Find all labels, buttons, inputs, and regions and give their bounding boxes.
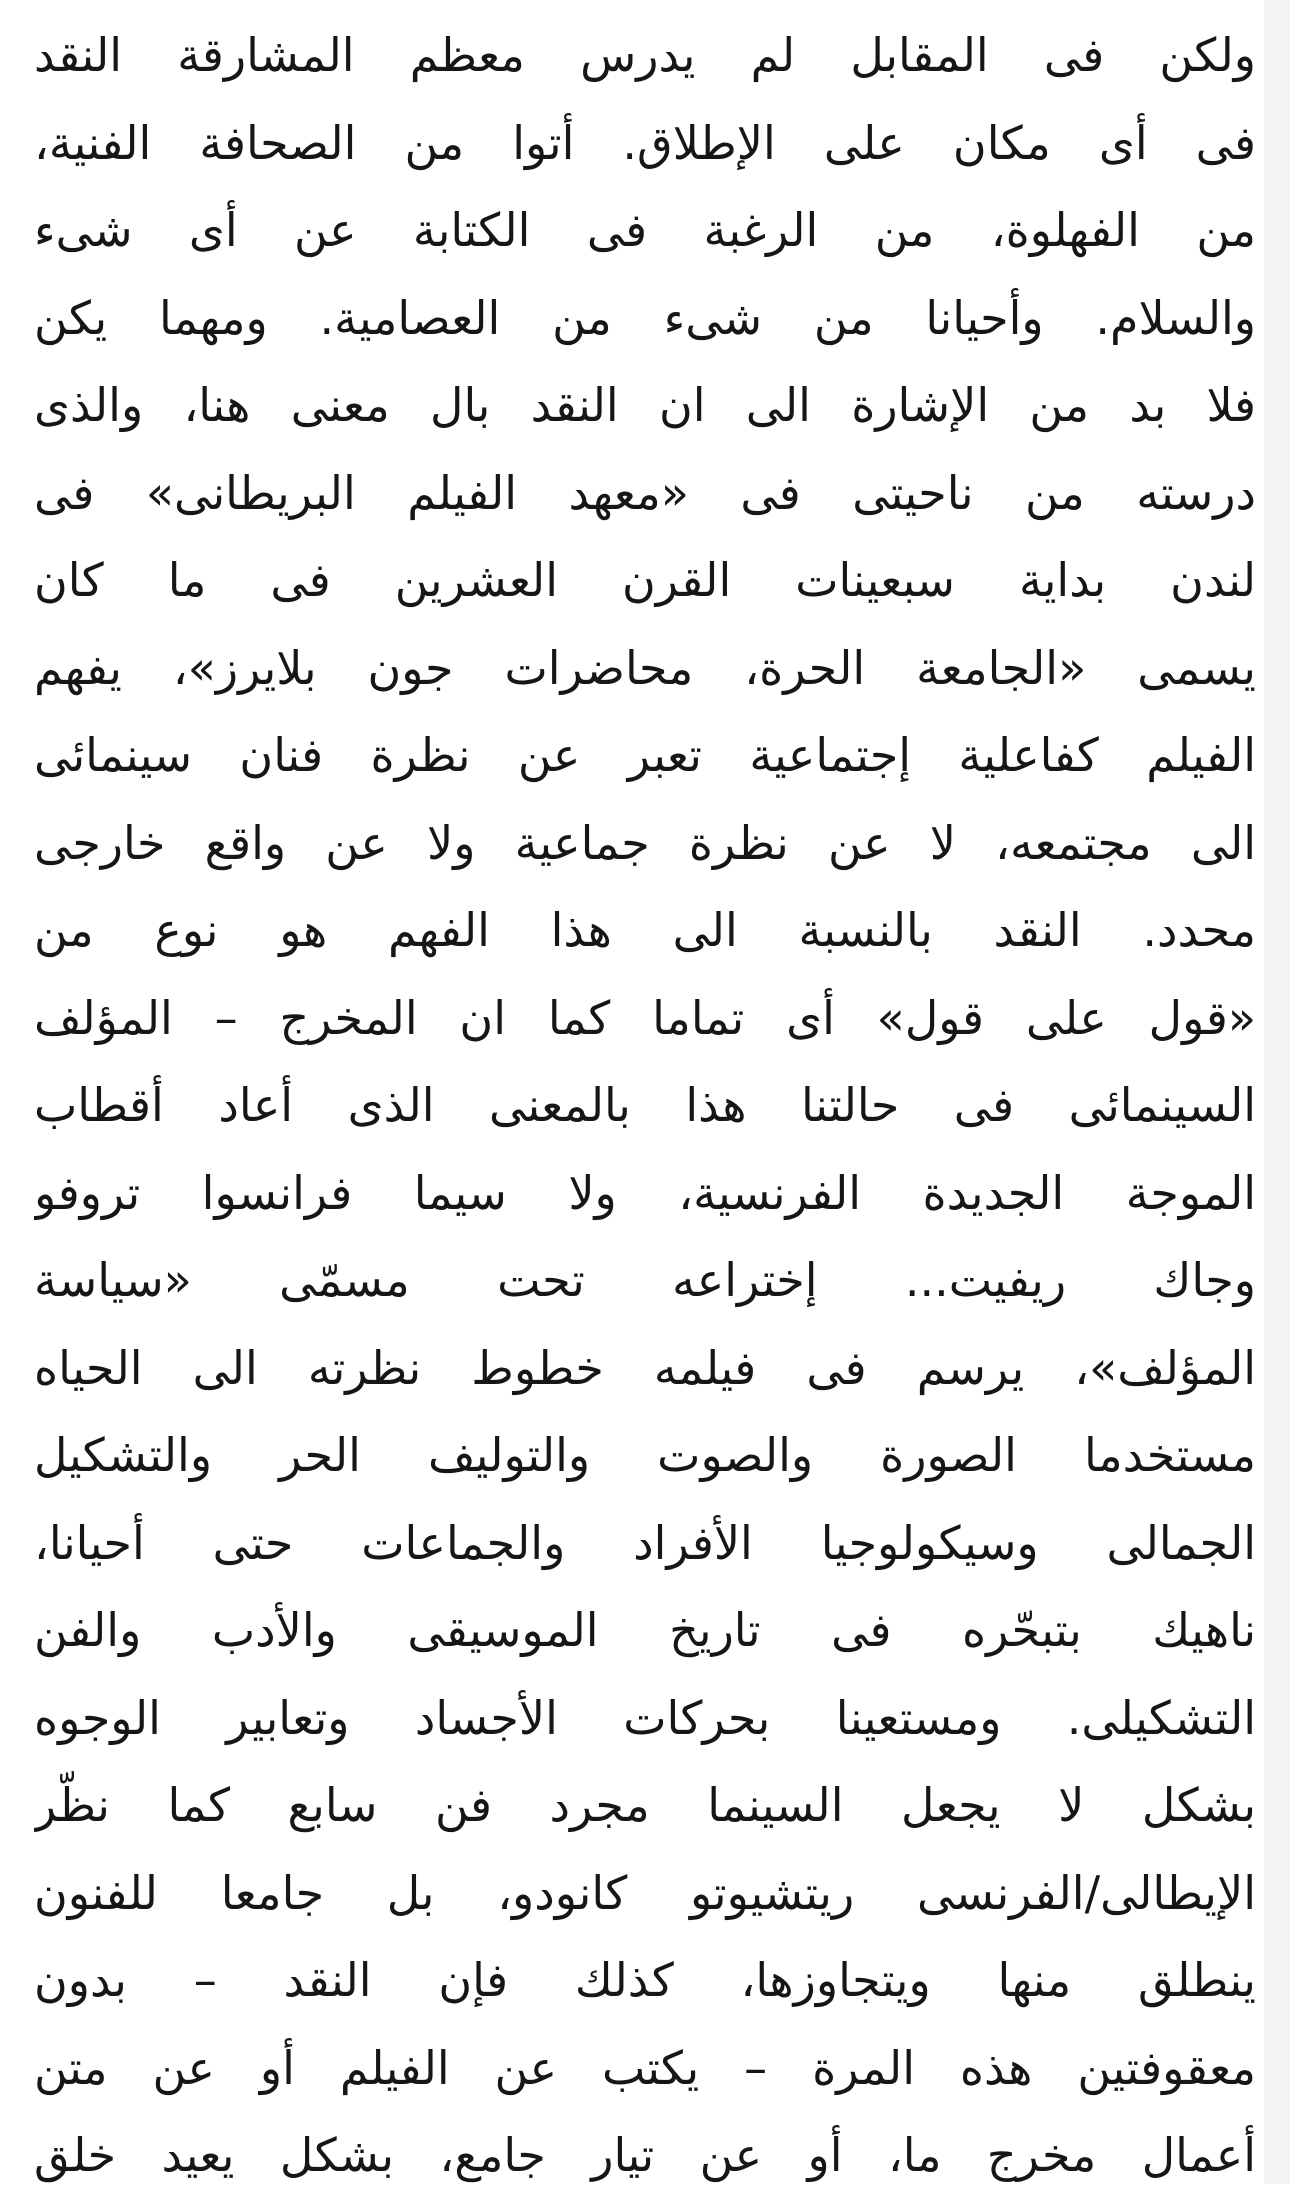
- text-line: والسلام. وأحيانا من شىء من العصامية. ومهما يكن: [34, 290, 1256, 345]
- text-line: الجمالى وسيكولوجيا الأفراد والجماعات حتى أحيانا،: [34, 1515, 1256, 1570]
- text-line: التشكيلى. ومستعينا بحركات الأجساد وتعابير الوجوه: [34, 1690, 1256, 1745]
- text-line: يسمى «الجامعة الحرة، محاضرات جون بلايرز»، يفهم: [34, 640, 1256, 695]
- text-line: فى أى مكان على الإطلاق. أتوا من الصحافة الفنية،: [34, 115, 1256, 170]
- text-line: الى مجتمعه، لا عن نظرة جماعية ولا عن واقع خارجى: [34, 815, 1256, 870]
- text-line: معقوفتين هذه المرة – يكتب عن الفيلم أو عن متن: [34, 2040, 1256, 2095]
- text-line: من الفهلوة، من الرغبة فى الكتابة عن أى شىء: [34, 203, 1256, 257]
- text-line: درسته من ناحيتى فى «معهد الفيلم البريطانى» فى: [34, 465, 1256, 520]
- text-line: لندن بداية سبعينات القرن العشرين فى ما كان: [34, 553, 1256, 607]
- text-line: محدد. النقد بالنسبة الى هذا الفهم هو نوع من: [34, 903, 1256, 957]
- text-line: الإيطالى/الفرنسى ريتشيوتو كانودو، بل جامعا للفنون: [34, 1865, 1256, 1920]
- text-line: فلا بد من الإشارة الى ان النقد بال معنى هنا، والذى: [34, 378, 1256, 432]
- text-line: المؤلف»، يرسم فى فيلمه خطوط نظرته الى الحياه: [34, 1340, 1256, 1395]
- text-line: الفيلم كفاعلية إجتماعية تعبر عن نظرة فنان سينمائى: [34, 728, 1256, 782]
- text-line: أعمال مخرج ما، أو عن تيار جامع، بشكل يعيد خلق: [34, 2128, 1256, 2182]
- text-line: ولكن فى المقابل لم يدرس معظم المشارقة النقد: [34, 28, 1256, 82]
- text-line: مستخدما الصورة والصوت والتوليف الحر والتشكيل: [34, 1428, 1256, 1482]
- text-line: ناهيك بتبحّره فى تاريخ الموسيقى والأدب والفن: [34, 1603, 1256, 1657]
- text-line: بشكل لا يجعل السينما مجرد فن سابع كما نظّر: [34, 1778, 1256, 1832]
- text-line: وجاك ريفيت... إختراعه تحت مسمّى «سياسة: [34, 1253, 1256, 1307]
- scroll-rail[interactable]: [1264, 0, 1290, 2184]
- text-line: السينمائى فى حالتنا هذا بالمعنى الذى أعاد أقطاب: [34, 1078, 1256, 1132]
- text-line: ينطلق منها ويتجاوزها، كذلك فإن النقد – بدون: [34, 1953, 1256, 2007]
- text-line: الموجة الجديدة الفرنسية، ولا سيما فرانسوا تروفو: [34, 1165, 1256, 1220]
- text-line: «قول على قول» أى تماما كما ان المخرج – المؤلف: [34, 990, 1256, 1045]
